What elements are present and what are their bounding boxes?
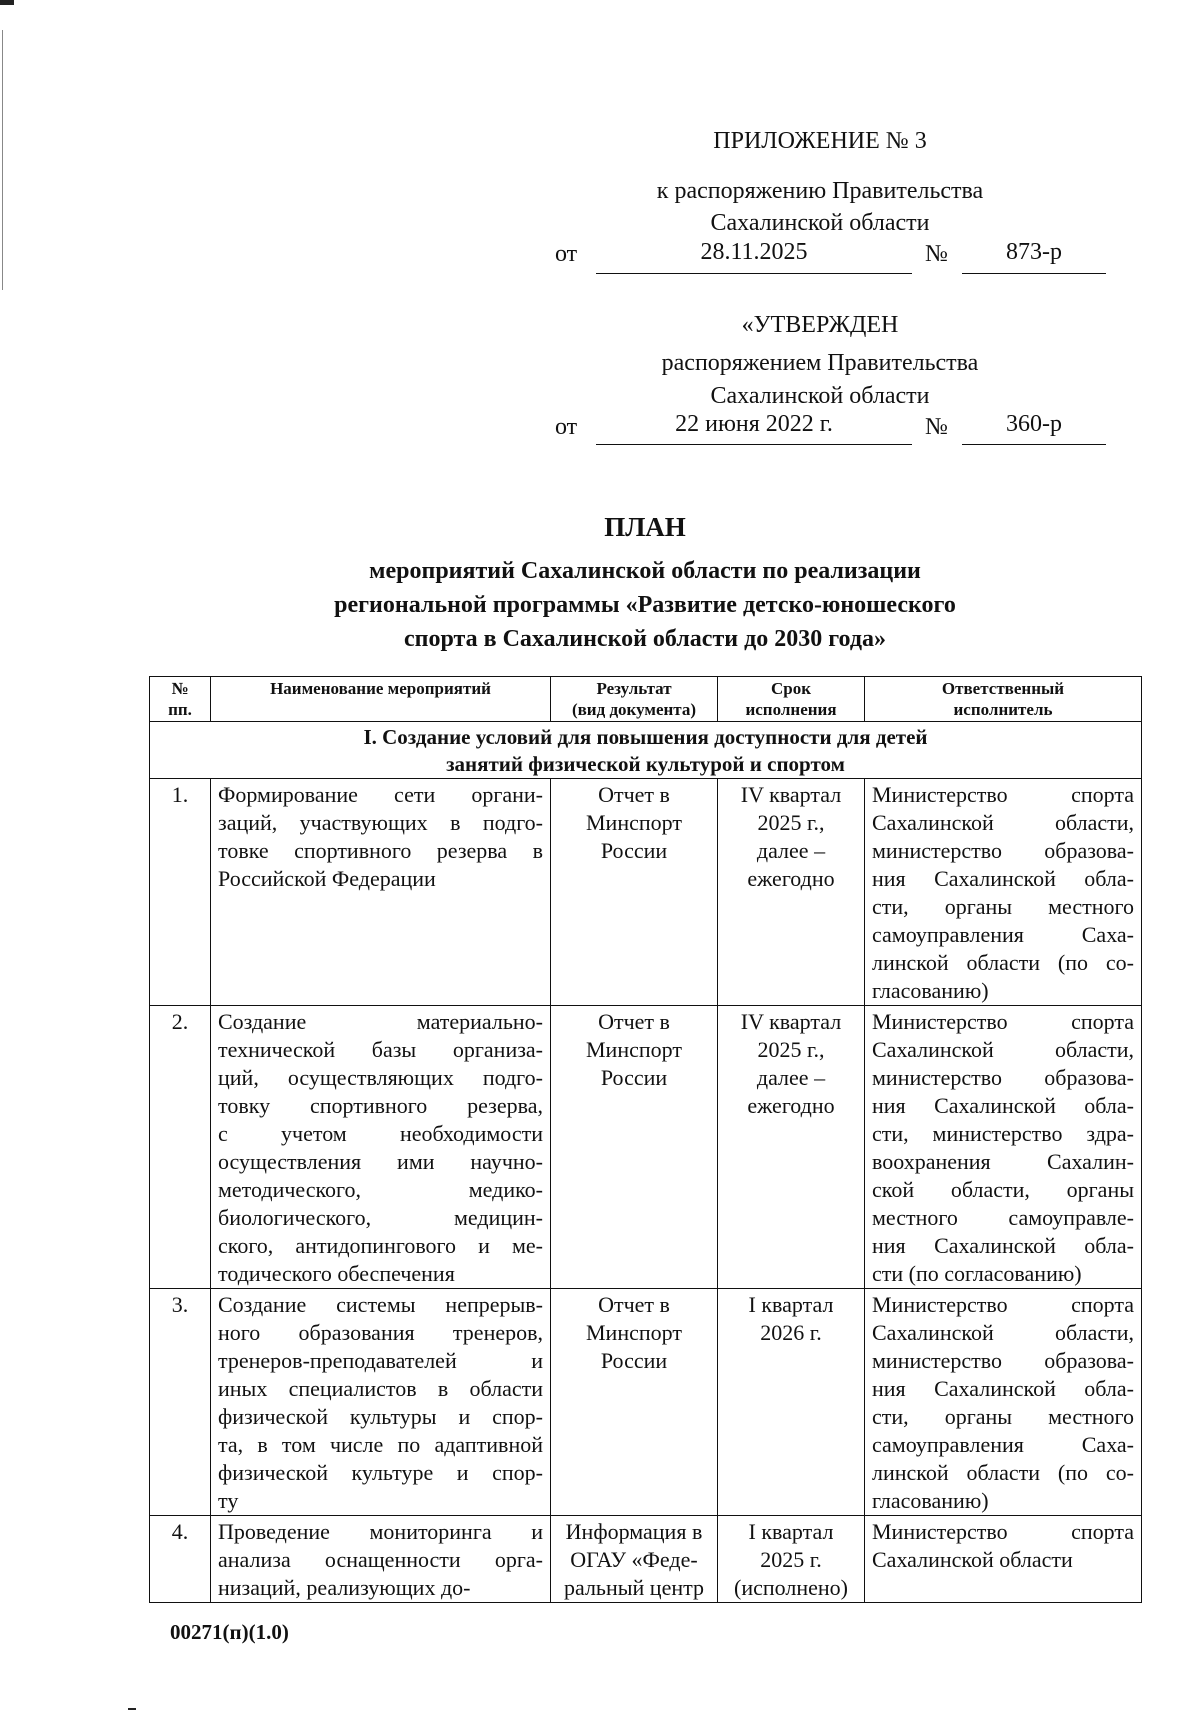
- cell-line: Министерство спорта: [872, 1519, 1134, 1544]
- cell-term: [718, 1289, 865, 1516]
- approved-date: 22 июня 2022 г.: [675, 411, 833, 437]
- cell-line: физической культуры и спор-: [218, 1404, 543, 1429]
- column-header-num: [150, 677, 211, 722]
- order-reference-line2: Сахалинской области: [710, 210, 930, 236]
- cell-line: Минспорт: [586, 1320, 682, 1345]
- cell-line: сти, министерство здра-: [872, 1121, 1134, 1146]
- cell-executor: [865, 1516, 1142, 1603]
- cell-line: ного образования тренеров,: [218, 1320, 543, 1345]
- cell-line: Проведение мониторинга и: [218, 1519, 543, 1544]
- cell-term: [718, 1516, 865, 1603]
- approved-number: 360-р: [1006, 411, 1062, 437]
- plan-subtitle-line3: спорта в Сахалинской области до 2030 года»: [404, 626, 886, 652]
- order-date: 28.11.2025: [700, 239, 808, 265]
- cell-line: России: [600, 1065, 668, 1090]
- cell-line: воохранения Сахалин-: [872, 1149, 1134, 1174]
- number-label: №: [925, 241, 948, 267]
- cell-line: IV квартал: [740, 1009, 842, 1034]
- column-header-line: исполнитель: [953, 700, 1053, 719]
- cell-line: ежегодно: [747, 1093, 835, 1118]
- cell-line: Создание материально-: [218, 1009, 543, 1034]
- plan-title: ПЛАН: [604, 512, 686, 542]
- table-row: [150, 779, 1142, 1006]
- cell-line: ния Сахалинской обла-: [872, 1376, 1134, 1401]
- cell-line: ту: [218, 1488, 239, 1513]
- column-header-line: пп.: [168, 700, 192, 719]
- cell-line: далее –: [756, 1065, 826, 1090]
- cell-line: та, в том числе по адаптивной: [218, 1432, 543, 1457]
- number-underline: [962, 273, 1106, 274]
- cell-line: с учетом необходимости: [218, 1121, 543, 1146]
- cell-line: Российской Федерации: [218, 866, 436, 891]
- table-row: [150, 1289, 1142, 1516]
- approved-from-label: от: [555, 414, 578, 440]
- table-row: [150, 1516, 1142, 1603]
- cell-line: Информация в: [565, 1519, 703, 1544]
- cell-line: России: [600, 1348, 668, 1373]
- cell-term: [718, 779, 865, 1006]
- cell-line: ской области, органы: [872, 1177, 1134, 1202]
- cell-line: сти, органы местного: [872, 894, 1134, 919]
- column-header-line: Срок: [770, 679, 812, 698]
- row-number: 4.: [150, 1516, 211, 1603]
- cell-name: [211, 1289, 551, 1516]
- section-heading: [150, 722, 1142, 779]
- cell-line: сти (по согласованию): [872, 1261, 1082, 1286]
- section-row: [150, 722, 1142, 779]
- column-header-line: Наименование мероприятий: [270, 679, 491, 698]
- cell-line: местного самоуправле-: [872, 1205, 1134, 1230]
- cell-line: Министерство спорта: [872, 1009, 1134, 1034]
- cell-result: [551, 779, 718, 1006]
- cell-line: ния Сахалинской обла-: [872, 866, 1134, 891]
- plan-table: [149, 676, 1142, 1603]
- approved-line1: распоряжением Правительства: [661, 350, 979, 376]
- column-header-term: [718, 677, 865, 722]
- column-header-executor: [865, 677, 1142, 722]
- cell-line: далее –: [756, 838, 826, 863]
- row-number: 3.: [150, 1289, 211, 1516]
- cell-line: Сахалинской области: [872, 1547, 1073, 1572]
- cell-result: [551, 1006, 718, 1289]
- cell-line: Сахалинской области,: [872, 1037, 1134, 1062]
- table-header-row: [150, 677, 1142, 722]
- cell-line: ральный центр: [564, 1575, 704, 1600]
- from-label: от: [555, 241, 578, 267]
- cell-line: биологического, медицин-: [218, 1205, 543, 1230]
- cell-line: министерство образова-: [872, 1065, 1134, 1090]
- cell-line: самоуправления Саха-: [872, 922, 1134, 947]
- column-header-line: исполнения: [745, 700, 837, 719]
- cell-line: сти, органы местного: [872, 1404, 1134, 1429]
- cell-line: ОГАУ «Феде-: [570, 1547, 698, 1572]
- cell-line: иных специалистов в области: [218, 1376, 543, 1401]
- cell-executor: [865, 1289, 1142, 1516]
- cell-executor: [865, 1006, 1142, 1289]
- table-row: [150, 1006, 1142, 1289]
- cell-line: министерство образова-: [872, 1348, 1134, 1373]
- cell-line: министерство образова-: [872, 838, 1134, 863]
- cell-line: 2026 г.: [760, 1320, 822, 1345]
- cell-line: IV квартал: [740, 782, 842, 807]
- cell-line: Министерство спорта: [872, 1292, 1134, 1317]
- approved-line2: Сахалинской области: [710, 383, 930, 409]
- cell-line: Минспорт: [586, 810, 682, 835]
- order-number: 873-р: [1006, 239, 1062, 265]
- plan-subtitle-line2: региональной программы «Развитие детско-юношеского: [334, 592, 956, 618]
- cell-result: [551, 1289, 718, 1516]
- cell-line: гласованию): [872, 978, 989, 1003]
- cell-line: ций, осуществляющих подго-: [218, 1065, 543, 1090]
- cell-line: самоуправления Саха-: [872, 1432, 1134, 1457]
- cell-line: I квартал: [748, 1519, 834, 1544]
- cell-line: Сахалинской области,: [872, 810, 1134, 835]
- cell-line: низаций, реализующих до-: [218, 1575, 471, 1600]
- cell-line: гласованию): [872, 1488, 989, 1513]
- section-heading-line: занятий физической культурой и спортом: [446, 752, 845, 776]
- approved-number-underline: [962, 444, 1106, 445]
- scan-edge-line: [2, 30, 3, 290]
- row-number: 2.: [150, 1006, 211, 1289]
- cell-line: 2025 г.,: [757, 1037, 825, 1062]
- approved-number-label: №: [925, 414, 948, 440]
- cell-line: методического, медико-: [218, 1177, 543, 1202]
- approved-date-underline: [596, 444, 912, 445]
- plan-subtitle-line1: мероприятий Сахалинской области по реализации: [369, 558, 921, 584]
- cell-line: Министерство спорта: [872, 782, 1134, 807]
- section-heading-line: I. Создание условий для повышения доступности для детей: [363, 725, 928, 749]
- cell-line: товке спортивного резерва в: [218, 838, 543, 863]
- cell-line: тренеров-преподавателей и: [218, 1348, 543, 1373]
- cell-line: заций, участвующих в подго-: [218, 810, 543, 835]
- cell-term: [718, 1006, 865, 1289]
- cell-line: Минспорт: [586, 1037, 682, 1062]
- column-header-line: №: [171, 679, 189, 698]
- cell-name: [211, 779, 551, 1006]
- column-header-line: Ответственный: [941, 679, 1065, 698]
- cell-line: Отчет в: [598, 1009, 670, 1034]
- cell-line: товку спортивного резерва,: [218, 1093, 543, 1118]
- appendix-title: ПРИЛОЖЕНИЕ № 3: [713, 128, 927, 154]
- row-number: 1.: [150, 779, 211, 1006]
- cell-line: 2025 г.: [760, 1547, 822, 1572]
- cell-result: [551, 1516, 718, 1603]
- cell-line: (исполнено): [734, 1575, 848, 1600]
- cell-line: линской области (по со-: [872, 950, 1134, 975]
- cell-line: Создание системы непрерыв-: [218, 1292, 543, 1317]
- column-header-line: Результат: [596, 679, 672, 698]
- cell-name: [211, 1006, 551, 1289]
- column-header-result: [551, 677, 718, 722]
- cell-line: технической базы организа-: [218, 1037, 543, 1062]
- cell-line: I квартал: [748, 1292, 834, 1317]
- cell-line: анализа оснащенности орга-: [218, 1547, 543, 1572]
- approved-title: «УТВЕРЖДЕН: [741, 312, 899, 338]
- cell-line: ежегодно: [747, 866, 835, 891]
- order-reference-line1: к распоряжению Правительства: [656, 178, 984, 204]
- cell-executor: [865, 779, 1142, 1006]
- scan-mark-bottom: [128, 1708, 136, 1710]
- cell-line: Отчет в: [598, 782, 670, 807]
- cell-line: осуществления ими научно-: [218, 1149, 543, 1174]
- cell-line: физической культуре и спор-: [218, 1460, 543, 1485]
- cell-line: Сахалинской области,: [872, 1320, 1134, 1345]
- column-header-line: (вид документа): [571, 700, 697, 719]
- cell-line: ния Сахалинской обла-: [872, 1093, 1134, 1118]
- cell-line: тодического обеспечения: [218, 1261, 455, 1286]
- scan-edge-mark: [0, 0, 14, 5]
- cell-line: ского, антидопингового и ме-: [218, 1233, 543, 1258]
- cell-line: России: [600, 838, 668, 863]
- cell-line: Отчет в: [598, 1292, 670, 1317]
- cell-line: 2025 г.,: [757, 810, 825, 835]
- cell-line: Формирование сети органи-: [218, 782, 543, 807]
- cell-line: линской области (по со-: [872, 1460, 1134, 1485]
- cell-line: ния Сахалинской обла-: [872, 1233, 1134, 1258]
- cell-name: [211, 1516, 551, 1603]
- document-code: 00271(п)(1.0): [170, 1620, 289, 1644]
- column-header-name: [211, 677, 551, 722]
- date-underline: [596, 273, 912, 274]
